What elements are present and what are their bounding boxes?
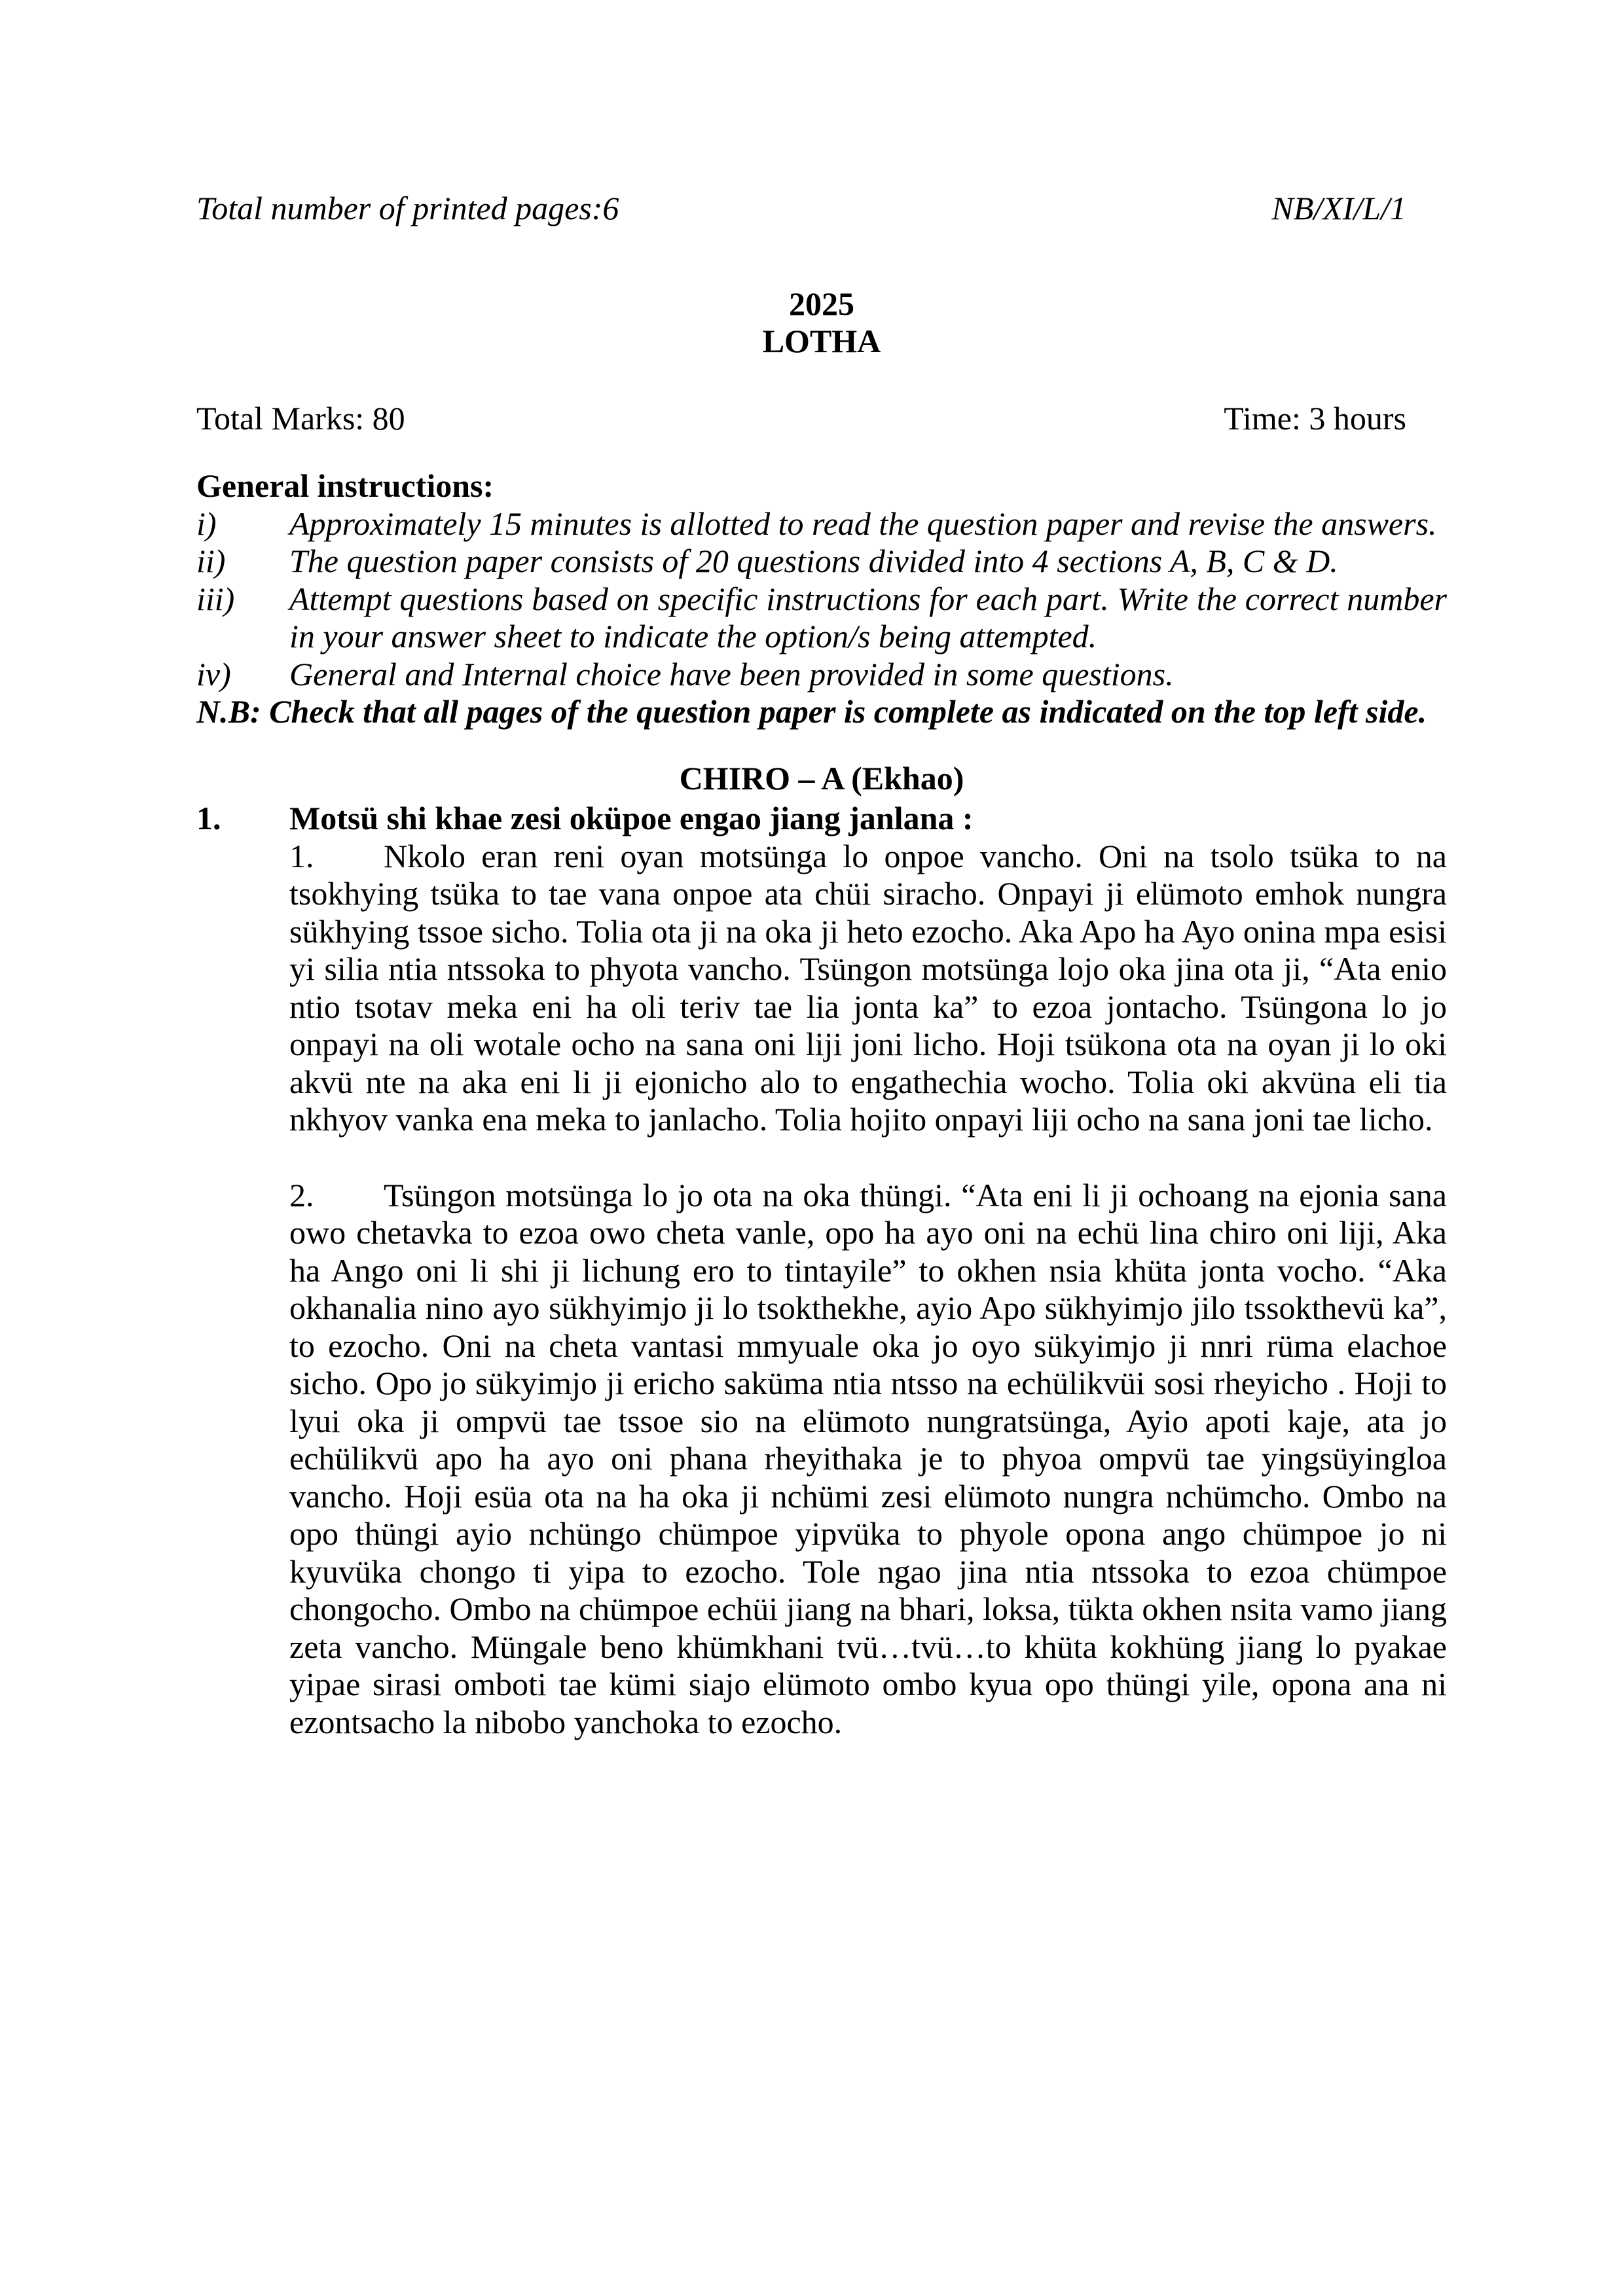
question-number: 1. [196,800,221,836]
instruction-item [196,581,1447,656]
total-marks: Total Marks: 80 [196,399,405,437]
nb-note: N.B: Check that all pages of the question paper is complete as indicated on the top left side. [196,693,1427,730]
instruction-text: Approximately 15 minutes is allotted to read the question paper and revise the answers. [289,505,1437,542]
question-paragraph [289,1177,1447,1742]
paper-code: NB/XI/L/1 [1271,190,1406,226]
instruction-label: ii) [196,543,226,579]
instruction-text: General and Internal choice have been provided in some questions. [289,655,1174,692]
question-1 [196,800,1447,1741]
instruction-text: The question paper consists of 20 questions divided into 4 sections A, B, C & D. [289,543,1338,579]
exam-year: 2025 [789,285,854,322]
instruction-text: Attempt questions based on specific instructions for each part. Write the correct number in your answer sheet to indicate the option/s being attempted. [289,580,1447,655]
time-allowed: Time: 3 hours [1224,399,1406,437]
printed-pages-note: Total number of printed pages:6 [196,190,619,226]
paragraph-number: 2. [289,1176,314,1213]
instructions-heading: General instructions: [196,467,494,504]
instruction-item [196,505,1447,543]
marks-time-row [196,400,1447,438]
question-paragraph [289,838,1447,1139]
instruction-label: i) [196,505,217,542]
exam-subject: LOTHA [762,323,881,359]
title-block [196,285,1447,361]
question-body [289,800,1447,1741]
instruction-item [196,656,1447,694]
general-instructions [196,467,1447,731]
section-a-heading: CHIRO – A (Ekhao) [679,759,964,797]
paragraph-text: Tsüngon motsünga lo jo ota na oka thüngi. “Ata eni li ji ochoang na ejonia sana owo chetavka to ezoa owo cheta vanle, opo ha ayo oni na echü lina chiro oni liji, Aka ha Ango oni li shi ji lichung ero to tintayile” to okhen nsia khüta jonta vocho. “Aka okhanalia nino ayo sükhyimjo ji lo tsokthekhe, ayio Apo sükhyimjo jilo tssokthevü ka”, to ezocho. Oni na cheta vantasi mmyuale oka jo oyo sükyimjo ji nnri rüma elachoe sicho. Opo jo sükyimjo ji ericho saküma ntia ntsso na echülikvüi sosi rheyicho . Hoji to lyui oka ji ompvü tae tssoe sio na elümoto nungratsünga, Ayio apoti kaje, ata jo echülikvü apo ha ayo oni phana rheyithaka je to phyoa ompvü tae yingsüyingloa vancho. Hoji esüa ota na ha oka ji nchümi zesi elümoto nungra nchümcho. Ombo na opo thüngi ayio nchüngo chümpoe yipvüka to phyole opona ango chümpoe jo ni kyuvüka chongo ti yipa to ezocho. Tole ngao jina ntia ntssoka to ezoa chümpoe chongocho. Ombo na chümpoe echüi jiang na bhari, loksa, tükta okhen nsita vamo jiang zeta vancho. Müngale beno khümkhani tvü…tvü…to khüta kokhüng jiang lo pyakae yipae sirasi omboti tae kümi siajo elümoto ombo kyua opo thüngi yile, opona ana ni ezontsacho la nibobo yanchoka to ezocho. [289,1176,1447,1740]
instruction-label: iv) [196,655,231,692]
paragraph-number: 1. [289,837,314,874]
question-heading: Motsü shi khae zesi oküpoe engao jiang janlana : [289,800,974,836]
instruction-item [196,543,1447,581]
paragraph-text: Nkolo eran reni oyan motsünga lo onpoe vancho. Oni na tsolo tsüka to na tsokhying tsüka to tae vana onpoe ata chüi siracho. Onpayi ji elümoto emhok nungra sükhying tssoe sicho. Tolia ota ji na oka ji heto ezocho. Aka Apo ha Ayo onina mpa esisi yi silia ntia ntssoka to phyota vancho. Tsüngon motsünga lojo oka jina ota ji, “Ata enio ntio tsotav meka eni ha oli teriv tae lia jonta ka” to ezoa jontacho. Tsüngona lo jo onpayi na oli wotale ocho na sana oni liji joni licho. Hoji tsükona ota na oyan ji lo oki akvü nte na aka eni li ji ejonicho alo to engathechia wocho. Tolia oki akvüna eli tia nkhyov vanka ena meka to janlacho. Tolia hojito onpayi liji ocho na sana joni tae licho. [289,837,1447,1138]
instruction-label: iii) [196,580,235,617]
page-header-row [196,190,1447,228]
